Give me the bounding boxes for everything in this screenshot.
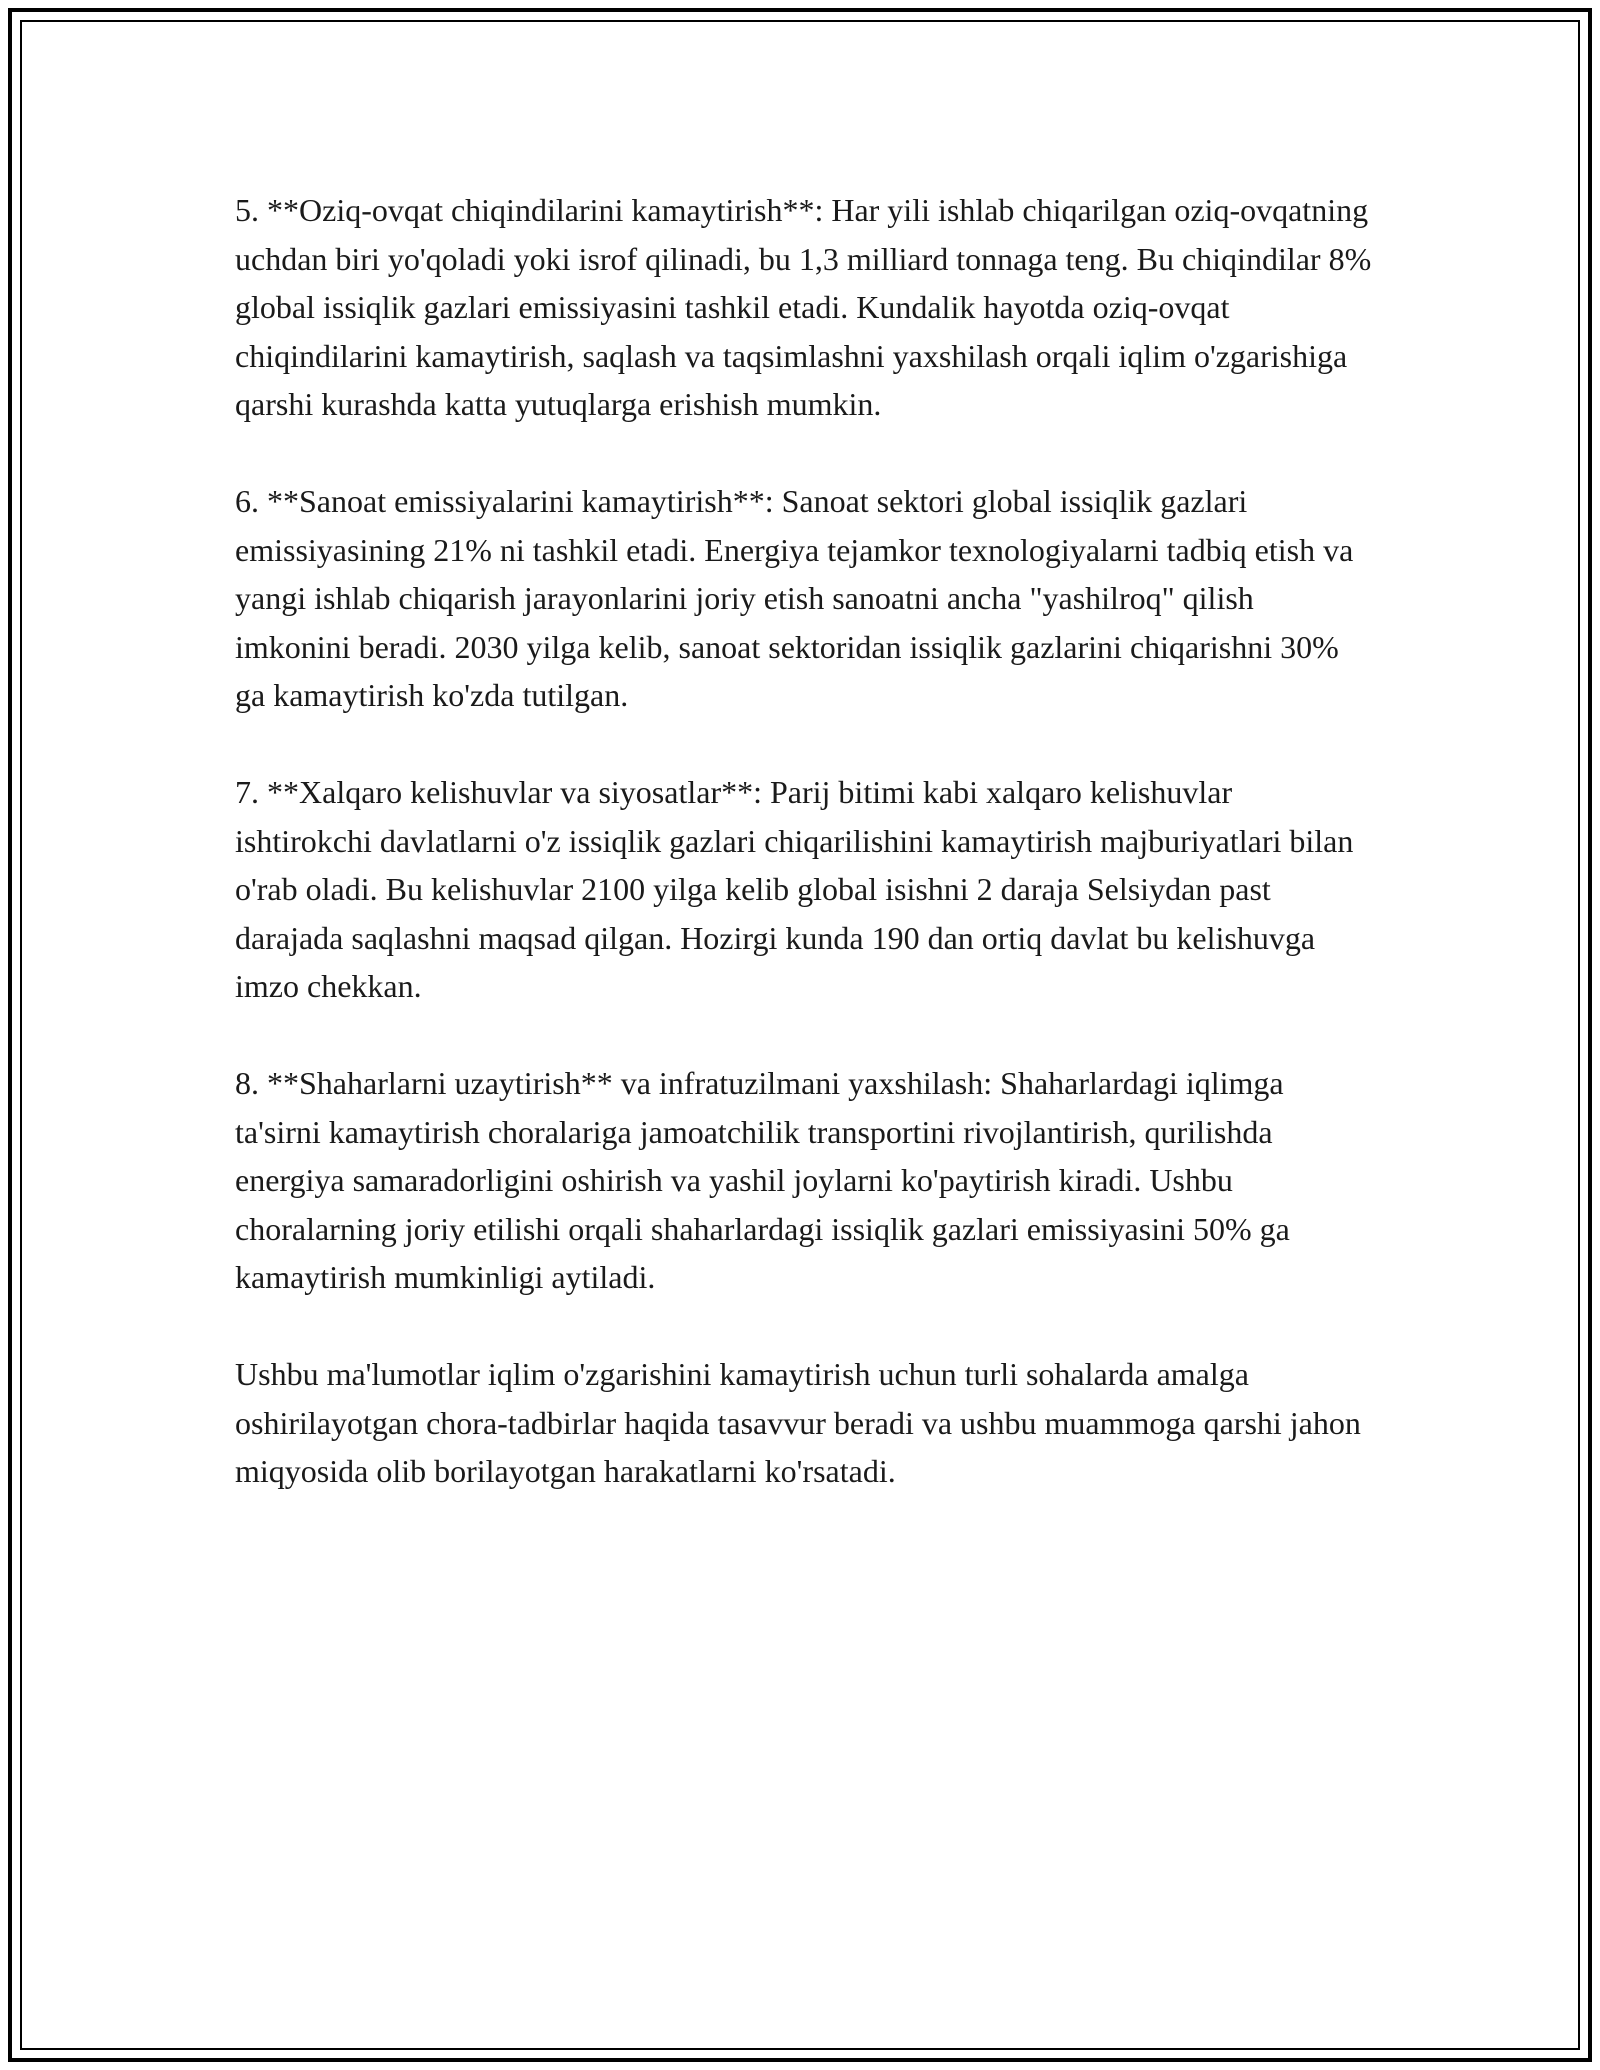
paragraph-urban-infrastructure: 8. **Shaharlarni uzaytirish** va infratuzilmani yaxshilash: Shaharlardagi iqlimga ta'sirni kamaytirish choralariga jamoatchilik transportini rivojlantirish, qurilishda energiya samaradorligini oshirish va yashil joylarni ko'paytirish kiradi. Ushbu choralarning joriy etilishi orqali shaharlardagi issiqlik gazlari emissiyasini 50% ga kamaytirish mumkinligi aytiladi.: [235, 1065, 1290, 1295]
paragraph-industrial-emissions: 6. **Sanoat emissiyalarini kamaytirish**: Sanoat sektori global issiqlik gazlari emissiyasining 21% ni tashkil etadi. Energiya tejamkor texnologiyalarni tadbiq etish va yangi ishlab chiqarish jarayonlarini joriy etish sanoatni ancha "yashilroq" qilish imkonini beradi. 2030 yilga kelib, sanoat sektoridan issiqlik gazlarini chiqarishni 30% ga kamaytirish ko'zda tutilgan.: [235, 483, 1354, 713]
document-body: [235, 186, 1375, 1544]
paragraph-food-waste: 5. **Oziq-ovqat chiqindilarini kamaytirish**: Har yili ishlab chiqarilgan oziq-ovqatning uchdan biri yo'qoladi yoki isrof qilinadi, bu 1,3 milliard tonnaga teng. Bu chiqindilar 8% global issiqlik gazlari emissiyasini tashkil etadi. Kundalik hayotda oziq-ovqat chiqindilarini kamaytirish, saqlash va taqsimlashni yaxshilash orqali iqlim o'zgarishiga qarshi kurashda katta yutuqlarga erishish mumkin.: [235, 192, 1372, 422]
paragraph-international-agreements: 7. **Xalqaro kelishuvlar va siyosatlar**: Parij bitimi kabi xalqaro kelishuvlar ishtirokchi davlatlarni o'z issiqlik gazlari chiqarilishini kamaytirish majburiyatlari bilan o'rab oladi. Bu kelishuvlar 2100 yilga kelib global isishni 2 daraja Selsiydan past darajada saqlashni maqsad qilgan. Hozirgi kunda 190 dan ortiq davlat bu kelishuvga imzo chekkan.: [235, 774, 1354, 1004]
paragraph-conclusion: Ushbu ma'lumotlar iqlim o'zgarishini kamaytirish uchun turli sohalarda amalga oshirilayotgan chora-tadbirlar haqida tasavvur beradi va ushbu muammoga qarshi jahon miqyosida olib borilayotgan harakatlarni ko'rsatadi.: [235, 1356, 1361, 1489]
